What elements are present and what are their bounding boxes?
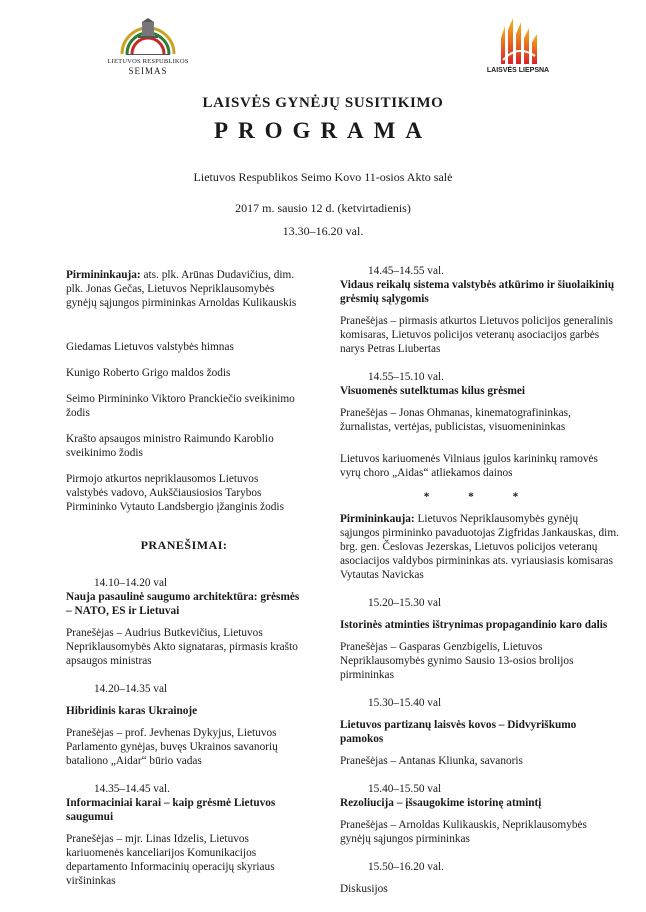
- item-title: Diskusijos: [340, 883, 388, 895]
- item-speaker: Pranešėjas – pirmasis atkurtos Lietuvos policijos generalinis komisaras, Lietuvos policijos veteranų asociacijos garbės narys Petras Liubertas: [340, 315, 613, 355]
- item-title: Istorinės atminties ištrynimas propagandinio karo dalis: [340, 619, 608, 631]
- opening-item: Seimo Pirmininko Viktoro Pranckiečio sveikinimo žodis: [66, 393, 295, 419]
- item-time: 15.20–15.30 val: [368, 597, 442, 609]
- event-title: LAISVĖS GYNĖJŲ SUSITIKIMO: [202, 95, 444, 111]
- item-title: Rezoliucija – įšsaugokime istorinę atmintį: [340, 797, 542, 809]
- opening-item: Giedamas Lietuvos valstybės himnas: [66, 341, 234, 353]
- choir-text: Lietuvos kariuomenės Vilniaus įgulos karininkų ramovės vyrų choro „Aidas“ atliekamos dainos: [340, 453, 598, 479]
- chair-label: Pirmininkauja:: [66, 269, 141, 281]
- item-title: Hibridinis karas Ukrainoje: [66, 705, 198, 717]
- item-time: 14.55–15.10 val.: [368, 371, 444, 383]
- item-speaker: Pranešėjas – prof. Jevhenas Dykyjus, Lietuvos Parlamento gynėjas, buvęs Ukrainos savanorių bataliono „Aidar“ būrio vadas: [66, 727, 278, 767]
- item-time: 14.45–14.55 val.: [368, 265, 444, 277]
- opening-item: Krašto apsaugos ministro Raimundo Karoblio sveikinimo žodis: [66, 433, 274, 459]
- seimas-caption-line1: LIETUVOS RESPUBLIKOS: [107, 58, 189, 65]
- item-speaker: Pranešėjas – mjr. Linas Idzelis, Lietuvos kariuomenės kanceliarijos Komunikacijos departamento Informacinių operacijų skyriaus viršininkas: [66, 833, 275, 887]
- chair-label: Pirmininkauja:: [340, 513, 415, 525]
- item-speaker: Pranešėjas – Gasparas Genzbigelis, Lietuvos Nepriklausomybės gynimo Sausio 13-osios brolijos pirmininkas: [340, 641, 574, 681]
- item-speaker: Pranešėjas – Arnoldas Kulikauskis, Nepriklausomybės gynėjų sąjungos pirmininkas: [340, 819, 587, 845]
- item-time: 14.10–14.20 val: [94, 577, 168, 589]
- item-title: Visuomenės sutelktumas kilus grėsmei: [340, 385, 526, 397]
- program-title: PROGRAMA: [214, 118, 432, 143]
- section-divider: * * *: [423, 491, 537, 503]
- item-title: Vidaus reikalų sistema valstybės atkūrimo ir šiuolaikinių grėsmių sąlygomis: [340, 279, 615, 305]
- event-date: 2017 m. sausio 12 d. (ketvirtadienis): [235, 201, 411, 215]
- item-speaker: Pranešėjas – Antanas Kliunka, savanoris: [340, 755, 523, 767]
- item-time: 15.50–16.20 val.: [368, 861, 444, 873]
- chair-text: Lietuvos Nepriklausomybės gynėjų sąjungos pirmininko pavaduotojas Zigfridas Jankauskas, dim. brg. gen. Česlovas Jezerskas, Lietuvos policijos veteranų asociacijos valdybos pirmininkas ats. vyriausiasis komisaras Vytautas Navickas: [340, 513, 619, 581]
- left-column: [66, 268, 302, 888]
- right-column: [340, 264, 620, 896]
- reports-heading: PRANEŠIMAI:: [140, 538, 228, 552]
- seimas-caption-line2: SEIMAS: [128, 66, 168, 76]
- chair-text: ats. plk. Arūnas Dudavičius, dim. plk. Jonas Gečas, Lietuvos Nepriklausomybės gynėjų sąjungos pirmininkas Arnoldas Kulikauskis: [66, 269, 297, 309]
- item-time: 15.30–15.40 val: [368, 697, 442, 709]
- left-chair: [66, 268, 302, 310]
- liepsna-caption: LAISVĖS LIEPSNA: [486, 67, 550, 74]
- opening-item: Pirmojo atkurtos nepriklausomos Lietuvos valstybės vadovo, Aukščiausiosios Tarybos Pirmininko Vytauto Landsbergio įžanginis žodis: [66, 473, 284, 513]
- laisves-liepsna-logo: [493, 16, 543, 66]
- item-title: Lietuvos partizanų laisvės kovos – Didvyriškumo pamokos: [340, 719, 577, 745]
- venue: Lietuvos Respublikos Seimo Kovo 11-osios Akto salė: [193, 170, 453, 184]
- event-time: 13.30–16.20 val.: [282, 224, 364, 238]
- right-chair: [340, 512, 620, 582]
- item-time: 14.35–14.45 val.: [94, 783, 170, 795]
- item-speaker: Pranešėjas – Jonas Ohmanas, kinematografininkas, žurnalistas, vertėjas, publicistas, visuomenininkas: [340, 407, 571, 433]
- item-time: 14.20–14.35 val: [94, 683, 168, 695]
- item-speaker: Pranešėjas – Audrius Butkevičius, Lietuvos Nepriklausomybės Akto signataras, pirmasis krašto apsaugos ministras: [66, 627, 298, 667]
- opening-item: Kunigo Roberto Grigo maldos žodis: [66, 367, 231, 379]
- item-time: 15.40–15.50 val: [368, 783, 442, 795]
- item-title: Nauja pasaulinė saugumo architektūra: grėsmės – NATO, ES ir Lietuvai: [66, 591, 300, 617]
- item-title: Informaciniai karai – kaip grėsmė Lietuvos saugumui: [66, 797, 276, 823]
